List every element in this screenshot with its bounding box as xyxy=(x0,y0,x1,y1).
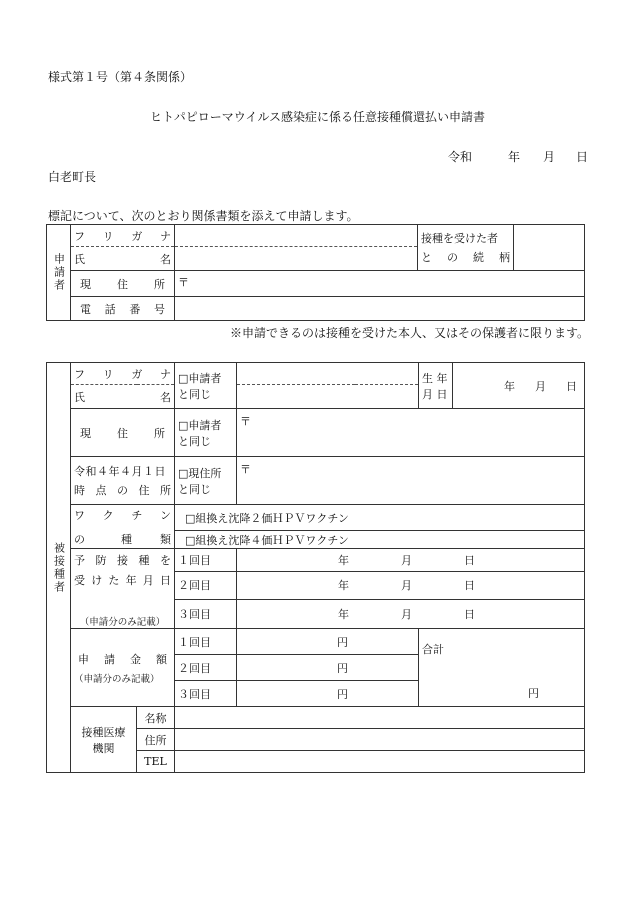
reference-address-label: 令和４年４月１日 時 点 の 住 所 xyxy=(71,457,175,505)
applicant-furigana-field[interactable] xyxy=(175,225,418,247)
dose-1-label: １回目 xyxy=(175,549,237,572)
applicant-table xyxy=(46,224,585,321)
applicant-address-field[interactable]: 〒 xyxy=(175,271,585,297)
amount-2-field[interactable]: 円 xyxy=(237,655,419,681)
applicant-phone-label: 電 話 番 号 xyxy=(71,297,175,321)
amount-3-field[interactable]: 円 xyxy=(237,681,419,707)
intro-text: 標記について、次のとおり関係書類を添えて申請します。 xyxy=(48,209,359,223)
reference-address-field[interactable]: 〒 xyxy=(237,457,585,505)
dose-1-date[interactable]: 年 月 日 xyxy=(237,549,585,572)
clinic-label: 接種医療 機関 xyxy=(71,707,137,773)
dose-2-label: ２回目 xyxy=(175,572,237,599)
total-label: 合計 xyxy=(422,643,444,656)
recipient-furigana-label: フ リ ガ ナ xyxy=(71,363,175,385)
vaccination-date-label: 予 防 接 種 を 受 け た 年 月 日 （申請分のみ記載） xyxy=(71,549,175,629)
applicant-name-field[interactable] xyxy=(175,247,418,271)
dose-2-date[interactable]: 年 月 日 xyxy=(237,572,585,599)
date-era: 令和 xyxy=(448,150,473,164)
clinic-tel-field[interactable] xyxy=(175,751,585,773)
reference-address-same[interactable]: □現住所 と同じ xyxy=(175,457,237,505)
recipient-address-label: 現 住 所 xyxy=(71,409,175,457)
vaccine-option-4valent[interactable]: □組換え沈降４価ＨＰＶワクチン xyxy=(175,531,585,549)
applicant-section-label: 申請者 xyxy=(47,225,71,321)
applicant-note: ※申請できるのは接種を受けた本人、又はその保護者に限ります。 xyxy=(230,326,590,340)
addressee: 白老町長 xyxy=(48,170,97,184)
vaccine-type-label: ワ ク チ ン の 種 類 xyxy=(71,505,175,549)
amount-3-label: ３回目 xyxy=(175,681,237,707)
applicant-furigana-label: フ リ ガ ナ xyxy=(71,225,175,247)
amount-label: 申 請 金 額 （申請分のみ記載） xyxy=(71,629,175,707)
amount-2-label: ２回目 xyxy=(175,655,237,681)
recipient-name-field[interactable] xyxy=(237,385,419,409)
clinic-tel-label: TEL xyxy=(137,751,175,773)
applicant-name-label: 氏 名 xyxy=(71,247,175,271)
date-year: 年 xyxy=(508,150,521,164)
dose-3-date[interactable]: 年 月 日 xyxy=(237,599,585,628)
relation-field[interactable] xyxy=(514,225,585,271)
amount-1-field[interactable]: 円 xyxy=(237,629,419,655)
clinic-name-field[interactable] xyxy=(175,707,585,729)
relation-label: 接種を受けた者 と の 続 柄 xyxy=(418,225,514,271)
recipient-same-as-applicant[interactable]: □申請者 と同じ xyxy=(175,363,237,409)
birth-label: 生 年 月 日 xyxy=(419,363,453,409)
dose-3-label: ３回目 xyxy=(175,599,237,628)
amount-1-label: １回目 xyxy=(175,629,237,655)
clinic-name-label: 名称 xyxy=(137,707,175,729)
recipient-section-label: 被接種者 xyxy=(47,363,71,773)
applicant-address-label: 現 住 所 xyxy=(71,271,175,297)
recipient-table xyxy=(46,362,585,773)
total-amount-field[interactable]: 合計 円 xyxy=(419,629,585,707)
recipient-address-same[interactable]: □申請者 と同じ xyxy=(175,409,237,457)
applicant-phone-field[interactable] xyxy=(175,297,585,321)
form-number: 様式第１号（第４条関係） xyxy=(48,70,193,84)
birth-date-field[interactable]: 年 月 日 xyxy=(453,363,585,409)
recipient-furigana-field[interactable] xyxy=(237,363,419,385)
clinic-address-label: 住所 xyxy=(137,729,175,751)
form-title: ヒトパピローマウイルス感染症に係る任意接種償還払い申請書 xyxy=(150,110,486,124)
recipient-address-field[interactable]: 〒 xyxy=(237,409,585,457)
vaccine-option-2valent[interactable]: □組換え沈降２価ＨＰＶワクチン xyxy=(175,505,585,531)
date-month: 月 xyxy=(543,150,556,164)
recipient-name-label: 氏 名 xyxy=(71,385,175,409)
date-day: 日 xyxy=(576,150,589,164)
clinic-address-field[interactable] xyxy=(175,729,585,751)
